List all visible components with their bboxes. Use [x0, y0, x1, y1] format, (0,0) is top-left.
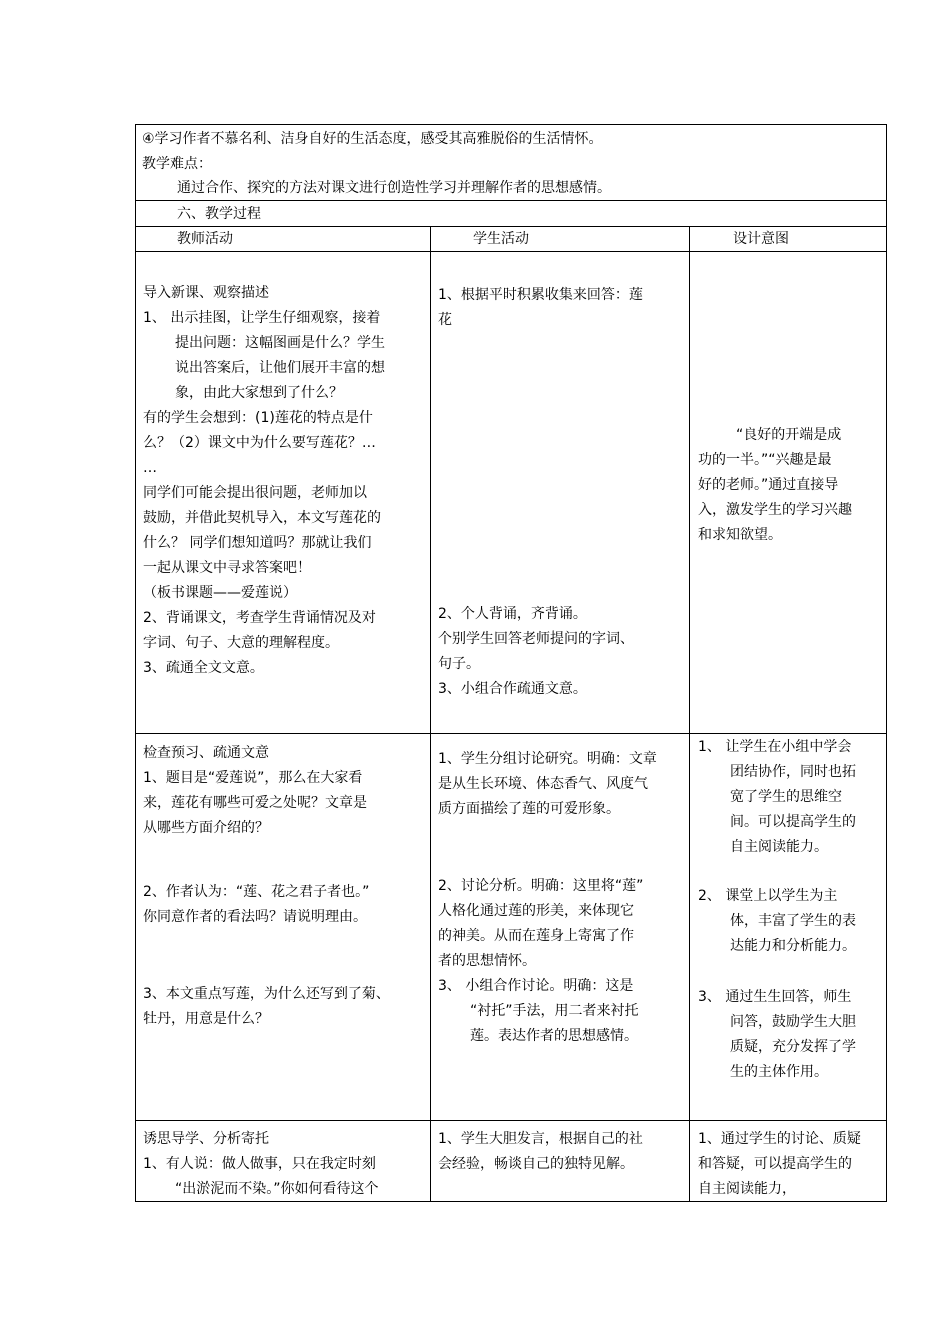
row1-student-line: 1、根据平时积累收集来回答：莲: [438, 287, 643, 303]
row-divider-2: [135, 1120, 887, 1121]
row1-teacher-line: 么？（2）课文中为什么要写莲花？…: [143, 435, 376, 451]
row-divider-header: [135, 251, 887, 252]
row3-student-cell: [438, 1127, 643, 1177]
row1-teacher-line: 象，由此大家想到了什么？: [175, 385, 343, 401]
row1-teacher-line: 导入新课、观察描述: [143, 285, 269, 301]
row2-student-line: 3、 小组合作讨论。明确：这是: [438, 978, 634, 994]
row1-teacher-line: 3、疏通全文文意。: [143, 660, 264, 676]
header-teacher: 教师活动: [177, 231, 233, 247]
row2-teacher-line: 3、本文重点写莲，为什么还写到了菊、: [143, 986, 390, 1002]
section-title: 六、教学过程: [177, 206, 261, 222]
row2-design-line: 质疑，充分发挥了学: [730, 1039, 856, 1055]
row3-design-line: 和答疑，可以提高学生的: [698, 1156, 852, 1172]
row2-student-line: 质方面描绘了莲的可爱形象。: [438, 801, 620, 817]
row2-teacher-line: 2、作者认为：“莲、花之君子者也。”: [143, 884, 370, 900]
col-divider-2: [689, 226, 690, 1202]
row3-design-cell: [698, 1127, 861, 1202]
difficulty-text: 通过合作、探究的方法对课文进行创造性学习并理解作者的思想感情。: [177, 180, 611, 196]
row1-teacher-cell: [143, 281, 385, 681]
row1-student-cell-b: [438, 602, 634, 702]
row2-teacher-line: 检查预习、疏通文意: [143, 745, 269, 761]
row1-teacher-line: 提出问题：这幅图画是什么？学生: [175, 335, 385, 351]
row-divider-1: [135, 733, 887, 734]
row1-teacher-line: 说出答案后，让他们展开丰富的想: [175, 360, 385, 376]
difficulty-label: 教学难点：: [142, 156, 212, 172]
row2-student-line: 者的思想情怀。: [438, 953, 536, 969]
row2-student-line: “衬托”手法，用二者来衬托: [470, 1003, 639, 1019]
row2-design-line: 达能力和分析能力。: [730, 938, 856, 954]
row1-teacher-line: …: [143, 460, 157, 476]
row1-student-line: 3、小组合作疏通文意。: [438, 681, 587, 697]
row2-design-line: 团结协作，同时也拓: [730, 764, 856, 780]
row2-student-line: 的神美。从而在莲身上寄寓了作: [438, 928, 634, 944]
row2-design-line: 生的主体作用。: [730, 1064, 828, 1080]
row2-teacher-line: 1、题目是“爱莲说”，那么在大家看: [143, 770, 363, 786]
row2-design-line: 自主阅读能力。: [730, 839, 828, 855]
row2-student-line: 2、讨论分析。明确：这里将“莲”: [438, 878, 644, 894]
row3-student-line: 1、学生大胆发言，根据自己的社: [438, 1131, 643, 1147]
row2-teacher-cell-a: [143, 741, 367, 841]
row1-teacher-line: 1、 出示挂图，让学生仔细观察，接着: [143, 310, 381, 326]
row2-teacher-line: 你同意作者的看法吗？请说明理由。: [143, 909, 367, 925]
row2-student-line: 1、学生分组讨论研究。明确：文章: [438, 751, 657, 767]
row2-teacher-line: 从哪些方面介绍的？: [143, 820, 269, 836]
col-divider-1: [430, 226, 431, 1202]
row1-student-line: 个别学生回答老师提问的字词、: [438, 631, 634, 647]
row1-teacher-line: 鼓励，并借此契机导入，本文写莲花的: [143, 510, 381, 526]
row3-teacher-line: “出淤泥而不染。”你如何看待这个: [175, 1181, 379, 1197]
row1-student-line: 2、个人背诵，齐背诵。: [438, 606, 587, 622]
row1-student-cell-a: [438, 283, 643, 333]
row2-design-line: 问答，鼓励学生大胆: [730, 1014, 856, 1030]
row2-student-line: 人格化通过莲的形美，来体现它: [438, 903, 634, 919]
row2-student-line: 莲。表达作者的思想感情。: [470, 1028, 638, 1044]
header-student: 学生活动: [473, 231, 529, 247]
row1-teacher-line: 一起从课文中寻求答案吧！: [143, 560, 311, 576]
objective-4: ④学习作者不慕名利、洁身自好的生活态度，感受其高雅脱俗的生活情怀。: [142, 131, 603, 147]
row2-student-cell-a: [438, 747, 657, 822]
row2-teacher-line: 来，莲花有哪些可爱之处呢？文章是: [143, 795, 367, 811]
row1-teacher-line: 有的学生会想到：(1)莲花的特点是什: [143, 410, 373, 426]
row2-design-line: 1、 让学生在小组中学会: [698, 739, 852, 755]
row2-design-line: 宽了学生的思维空: [730, 789, 842, 805]
row1-design-line: 和求知欲望。: [698, 527, 782, 543]
row3-teacher-cell: [143, 1127, 379, 1202]
row2-design-cell-b: [698, 884, 856, 959]
row1-teacher-line: 什么？ 同学们想知道吗？那就让我们: [143, 535, 372, 551]
row1-design-line: “良好的开端是成: [736, 427, 842, 443]
row1-design-cell: [698, 423, 852, 548]
row2-design-line: 间。可以提高学生的: [730, 814, 856, 830]
row2-design-line: 体，丰富了学生的表: [730, 913, 856, 929]
row2-student-cell-b: [438, 874, 643, 974]
row1-teacher-line: 2、背诵课文，考查学生背诵情况及对: [143, 610, 376, 626]
row2-design-line: 2、 课堂上以学生为主: [698, 888, 838, 904]
row1-design-line: 入，激发学生的学习兴趣: [698, 502, 852, 518]
row2-teacher-cell-b: [143, 880, 369, 930]
row2-design-cell-c: [698, 985, 856, 1085]
row3-design-line: 自主阅读能力，: [698, 1181, 796, 1197]
row1-teacher-line: 同学们可能会提出很问题，老师加以: [143, 485, 367, 501]
row3-design-line: 1、通过学生的讨论、质疑: [698, 1131, 861, 1147]
row1-teacher-line: （板书课题——爱莲说）: [143, 585, 297, 601]
row3-teacher-line: 1、有人说：做人做事，只在我定时刻: [143, 1156, 376, 1172]
row3-student-line: 会经验，畅谈自己的独特见解。: [438, 1156, 634, 1172]
row2-design-line: 3、 通过生生回答，师生: [698, 989, 852, 1005]
row2-student-cell-c: [438, 974, 639, 1049]
row1-teacher-line: 字词、句子、大意的理解程度。: [143, 635, 339, 651]
row1-design-line: 好的老师。”通过直接导: [698, 477, 839, 493]
row1-design-line: 功的一半。”“兴趣是最: [698, 452, 832, 468]
row2-design-cell-a: [698, 735, 856, 860]
row2-teacher-line: 牡丹，用意是什么？: [143, 1011, 269, 1027]
row2-teacher-cell-c: [143, 982, 390, 1032]
row1-student-line: 花: [438, 312, 452, 328]
row2-student-line: 是从生长环境、体态香气、风度气: [438, 776, 648, 792]
header-design: 设计意图: [733, 231, 789, 247]
row3-teacher-line: 诱思导学、分析寄托: [143, 1131, 269, 1147]
row1-student-line: 句子。: [438, 656, 480, 672]
